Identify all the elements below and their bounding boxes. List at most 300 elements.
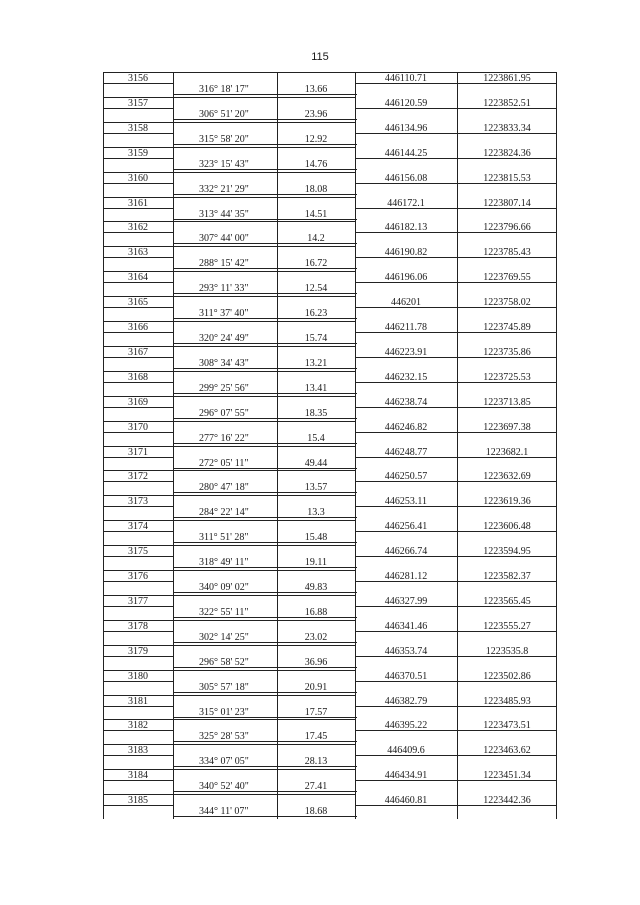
bearing-cell: 296° 07' 55" <box>199 407 249 419</box>
y-coordinate-cell: 1223535.8 <box>485 645 529 657</box>
table-row <box>103 595 557 617</box>
distance-cell: 49.44 <box>304 457 328 469</box>
distance-cell: 13.41 <box>304 382 328 394</box>
y-coordinate-cell: 1223582.37 <box>483 571 531 582</box>
bearing-cell: 340° 52' 40" <box>199 781 249 793</box>
table-row <box>103 246 557 268</box>
x-coordinate-cell: 446281.12 <box>384 571 428 582</box>
row-separator <box>103 83 173 84</box>
distance-cell: 19.11 <box>304 557 328 569</box>
row-separator <box>277 396 355 397</box>
row-separator <box>103 681 173 682</box>
table-row <box>103 645 557 667</box>
row-separator <box>173 692 357 693</box>
row-separator <box>355 158 557 159</box>
row-separator <box>103 794 173 795</box>
table-row <box>103 446 557 468</box>
row-separator <box>103 232 173 233</box>
row-separator <box>277 470 355 471</box>
x-coordinate-cell: 446223.91 <box>384 346 428 358</box>
x-coordinate-cell: 446460.81 <box>384 795 428 807</box>
row-separator <box>173 595 277 596</box>
table-row <box>103 744 557 766</box>
row-separator <box>173 418 357 419</box>
y-coordinate-cell: 1223473.51 <box>483 720 531 732</box>
table-row <box>103 172 557 194</box>
bearing-cell: 284° 22' 14" <box>199 507 249 519</box>
row-separator <box>103 257 173 258</box>
distance-cell: 17.45 <box>304 731 328 743</box>
table-row <box>103 396 557 418</box>
point-number-cell: 3169 <box>128 396 148 408</box>
row-separator <box>103 108 173 109</box>
row-separator <box>173 368 357 369</box>
row-separator <box>173 393 357 394</box>
row-separator <box>173 794 277 795</box>
row-separator <box>103 670 173 671</box>
y-coordinate-cell: 1223502.86 <box>483 670 531 682</box>
y-coordinate-cell: 1223861.95 <box>483 73 531 84</box>
row-separator <box>173 570 277 571</box>
y-coordinate-cell: 1223619.36 <box>483 496 531 508</box>
row-separator <box>277 595 355 596</box>
y-coordinate-cell: 1223769.55 <box>483 272 531 284</box>
point-number-cell: 3156 <box>128 73 148 84</box>
bearing-cell: 288° 15' 42" <box>199 258 249 270</box>
point-number-cell: 3170 <box>128 421 148 433</box>
point-number-cell: 3167 <box>128 346 148 358</box>
distance-cell: 49.83 <box>304 582 328 593</box>
row-separator <box>103 183 173 184</box>
row-separator <box>173 645 277 646</box>
table-row <box>103 794 557 816</box>
row-separator <box>277 296 355 297</box>
distance-cell: 13.57 <box>304 482 328 494</box>
row-separator <box>103 495 173 496</box>
y-coordinate-cell: 1223796.66 <box>483 222 531 234</box>
x-coordinate-cell: 446253.11 <box>384 496 428 508</box>
y-coordinate-cell: 1223555.27 <box>483 620 531 632</box>
distance-cell: 16.88 <box>304 606 328 618</box>
row-separator <box>103 506 173 507</box>
point-number-cell: 3174 <box>128 521 148 533</box>
row-separator <box>277 271 355 272</box>
row-separator <box>355 531 557 532</box>
row-separator <box>173 421 277 422</box>
row-separator <box>355 581 557 582</box>
row-separator <box>103 208 173 209</box>
point-number-cell: 3179 <box>128 645 148 657</box>
row-separator <box>103 755 173 756</box>
row-separator <box>277 719 355 720</box>
bearing-cell: 315° 01' 23" <box>199 706 249 718</box>
row-separator <box>355 631 557 632</box>
bearing-cell: 307° 44' 00" <box>199 233 249 245</box>
row-separator <box>173 144 357 145</box>
row-separator <box>103 282 173 283</box>
point-number-cell: 3175 <box>128 546 148 558</box>
bearing-cell: 344° 11' 07" <box>199 806 249 818</box>
point-number-cell: 3171 <box>128 446 148 458</box>
distance-cell: 18.08 <box>304 183 328 195</box>
row-separator <box>173 617 357 618</box>
row-separator <box>355 407 557 408</box>
row-separator <box>173 321 277 322</box>
row-separator <box>103 296 173 297</box>
y-coordinate-cell: 1223594.95 <box>483 546 531 558</box>
x-coordinate-cell: 446211.78 <box>384 322 428 333</box>
row-separator <box>355 780 557 781</box>
x-coordinate-cell: 446266.74 <box>384 546 428 558</box>
distance-cell: 15.4 <box>307 432 325 444</box>
row-separator <box>103 221 173 222</box>
y-coordinate-cell: 1223485.93 <box>483 695 531 707</box>
row-separator <box>103 382 173 383</box>
row-separator <box>103 432 173 433</box>
y-coordinate-cell: 1223713.85 <box>483 396 531 408</box>
row-separator <box>355 83 557 84</box>
row-separator <box>355 332 557 333</box>
row-separator <box>277 221 355 222</box>
y-coordinate-cell: 1223451.34 <box>483 770 531 782</box>
table-row <box>103 719 557 741</box>
row-separator <box>173 495 277 496</box>
row-separator <box>173 346 277 347</box>
row-separator <box>355 606 557 607</box>
point-number-cell: 3176 <box>128 571 148 582</box>
row-separator <box>355 481 557 482</box>
bearing-cell: 293° 11' 33" <box>199 283 249 295</box>
row-separator <box>355 681 557 682</box>
row-separator <box>173 172 277 173</box>
y-coordinate-cell: 1223606.48 <box>483 521 531 533</box>
y-coordinate-cell: 1223682.1 <box>485 446 529 458</box>
distance-cell: 16.23 <box>304 308 328 320</box>
x-coordinate-cell: 446110.71 <box>384 73 428 84</box>
row-separator <box>277 520 355 521</box>
bearing-cell: 316° 18' 17" <box>199 84 249 95</box>
page-number: 115 <box>311 51 329 63</box>
bearing-cell: 320° 24' 49" <box>199 333 249 344</box>
point-number-cell: 3172 <box>128 471 148 483</box>
x-coordinate-cell: 446382.79 <box>384 695 428 707</box>
row-separator <box>103 730 173 731</box>
row-separator <box>355 457 557 458</box>
table-row <box>103 271 557 293</box>
x-coordinate-cell: 446353.74 <box>384 645 428 657</box>
point-number-cell: 3159 <box>128 147 148 159</box>
point-number-cell: 3157 <box>128 97 148 109</box>
row-separator <box>173 642 357 643</box>
row-separator <box>103 805 173 806</box>
row-separator <box>173 545 277 546</box>
point-number-cell: 3158 <box>128 122 148 134</box>
bearing-cell: 302° 14' 25" <box>199 631 249 643</box>
table-row <box>103 346 557 368</box>
bearing-cell: 308° 34' 43" <box>199 357 249 369</box>
row-separator <box>277 72 355 73</box>
table-row <box>103 495 557 517</box>
row-separator <box>173 197 277 198</box>
row-separator <box>173 94 357 95</box>
point-number-cell: 3181 <box>128 695 148 707</box>
bearing-cell: 318° 49' 11" <box>199 557 249 569</box>
x-coordinate-cell: 446190.82 <box>384 247 428 259</box>
row-separator <box>103 695 173 696</box>
row-separator <box>103 606 173 607</box>
point-number-cell: 3163 <box>128 247 148 259</box>
bearing-cell: 306° 51' 20" <box>199 108 249 120</box>
distance-cell: 14.76 <box>304 158 328 170</box>
row-separator <box>277 645 355 646</box>
row-separator <box>173 769 277 770</box>
table-row <box>103 221 557 243</box>
distance-cell: 18.35 <box>304 407 328 419</box>
row-separator <box>355 805 557 806</box>
row-separator <box>277 197 355 198</box>
row-separator <box>103 147 173 148</box>
table-row <box>103 670 557 692</box>
row-separator <box>103 357 173 358</box>
bearing-cell: 280° 47' 18" <box>199 482 249 494</box>
row-separator <box>103 620 173 621</box>
row-separator <box>173 443 357 444</box>
row-separator <box>103 556 173 557</box>
y-coordinate-cell: 1223833.34 <box>483 122 531 134</box>
distance-cell: 16.72 <box>304 258 328 270</box>
row-separator <box>103 719 173 720</box>
row-separator <box>173 446 277 447</box>
row-separator <box>277 769 355 770</box>
x-coordinate-cell: 446172.1 <box>387 197 425 209</box>
row-separator <box>277 421 355 422</box>
row-separator <box>277 371 355 372</box>
point-number-cell: 3173 <box>128 496 148 508</box>
row-separator <box>173 670 277 671</box>
distance-cell: 14.2 <box>307 233 325 245</box>
bearing-cell: 272° 05' 11" <box>199 457 249 469</box>
table-row <box>103 122 557 144</box>
row-separator <box>277 321 355 322</box>
row-separator <box>103 122 173 123</box>
y-coordinate-cell: 1223697.38 <box>483 421 531 433</box>
row-separator <box>103 197 173 198</box>
table-row <box>103 545 557 567</box>
row-separator <box>173 520 277 521</box>
row-separator <box>173 147 277 148</box>
table-row <box>103 421 557 443</box>
row-separator <box>173 97 277 98</box>
point-number-cell: 3180 <box>128 670 148 682</box>
distance-cell: 12.92 <box>304 133 328 145</box>
x-coordinate-cell: 446232.15 <box>384 371 428 383</box>
row-separator <box>173 791 357 792</box>
row-separator <box>103 72 173 73</box>
row-separator <box>173 243 357 244</box>
row-separator <box>277 446 355 447</box>
row-separator <box>355 257 557 258</box>
row-separator <box>103 307 173 308</box>
row-separator <box>277 545 355 546</box>
row-separator <box>103 321 173 322</box>
point-number-cell: 3168 <box>128 371 148 383</box>
row-separator <box>355 282 557 283</box>
row-separator <box>277 346 355 347</box>
row-separator <box>277 246 355 247</box>
row-separator <box>173 343 357 344</box>
row-separator <box>277 744 355 745</box>
row-separator <box>173 194 357 195</box>
row-separator <box>103 158 173 159</box>
table-row <box>103 695 557 717</box>
x-coordinate-cell: 446201 <box>391 297 421 309</box>
y-coordinate-cell: 1223815.53 <box>483 172 531 184</box>
row-separator <box>277 570 355 571</box>
table-row <box>103 147 557 169</box>
row-separator <box>277 122 355 123</box>
x-coordinate-cell: 446246.82 <box>384 421 428 433</box>
point-number-cell: 3166 <box>128 322 148 333</box>
y-coordinate-cell: 1223463.62 <box>483 745 531 757</box>
table-row <box>103 570 557 592</box>
row-separator <box>173 717 357 718</box>
row-separator <box>277 97 355 98</box>
row-separator <box>173 470 277 471</box>
x-coordinate-cell: 446341.46 <box>384 620 428 632</box>
row-separator <box>103 470 173 471</box>
distance-cell: 15.48 <box>304 532 328 544</box>
row-separator <box>103 346 173 347</box>
row-separator <box>173 122 277 123</box>
row-separator <box>103 645 173 646</box>
x-coordinate-cell: 446370.51 <box>384 670 428 682</box>
row-separator <box>103 407 173 408</box>
row-separator <box>173 371 277 372</box>
x-coordinate-cell: 446238.74 <box>384 396 428 408</box>
y-coordinate-cell: 1223725.53 <box>483 371 531 383</box>
point-number-cell: 3164 <box>128 272 148 284</box>
y-coordinate-cell: 1223735.86 <box>483 346 531 358</box>
row-separator <box>355 208 557 209</box>
x-coordinate-cell: 446120.59 <box>384 97 428 109</box>
y-coordinate-cell: 1223442.36 <box>483 795 531 807</box>
x-coordinate-cell: 446434.91 <box>384 770 428 782</box>
table-row <box>103 296 557 318</box>
bearing-cell: 332° 21' 29" <box>199 183 249 195</box>
y-coordinate-cell: 1223807.14 <box>483 197 531 209</box>
row-separator <box>355 357 557 358</box>
distance-cell: 23.96 <box>304 108 328 120</box>
row-separator <box>103 446 173 447</box>
x-coordinate-cell: 446134.96 <box>384 122 428 134</box>
table-row <box>103 520 557 542</box>
table-row <box>103 769 557 791</box>
row-separator <box>173 744 277 745</box>
row-separator <box>355 706 557 707</box>
bearing-cell: 325° 28' 53" <box>199 731 249 743</box>
point-number-cell: 3184 <box>128 770 148 782</box>
x-coordinate-cell: 446256.41 <box>384 521 428 533</box>
distance-cell: 20.91 <box>304 681 328 693</box>
distance-cell: 14.51 <box>304 208 328 220</box>
bearing-cell: 305° 57' 18" <box>199 681 249 693</box>
distance-cell: 36.96 <box>304 656 328 668</box>
row-separator <box>355 755 557 756</box>
row-separator <box>103 271 173 272</box>
row-separator <box>173 492 357 493</box>
table-row <box>103 321 557 343</box>
row-separator <box>173 667 357 668</box>
row-separator <box>103 706 173 707</box>
row-separator <box>355 656 557 657</box>
row-separator <box>173 296 277 297</box>
x-coordinate-cell: 446395.22 <box>384 720 428 732</box>
row-separator <box>103 97 173 98</box>
row-separator <box>103 371 173 372</box>
distance-cell: 28.13 <box>304 756 328 768</box>
row-separator <box>277 794 355 795</box>
row-separator <box>103 769 173 770</box>
row-separator <box>173 396 277 397</box>
row-separator <box>103 481 173 482</box>
row-separator <box>355 506 557 507</box>
row-separator <box>173 567 357 568</box>
row-separator <box>173 219 357 220</box>
x-coordinate-cell: 446182.13 <box>384 222 428 234</box>
distance-cell: 17.57 <box>304 706 328 718</box>
row-separator <box>103 570 173 571</box>
table-row <box>103 72 557 94</box>
row-separator <box>355 382 557 383</box>
row-separator <box>355 556 557 557</box>
row-separator <box>173 268 357 269</box>
row-separator <box>103 246 173 247</box>
table-row <box>103 470 557 492</box>
bearing-cell: 334° 07' 05" <box>199 756 249 768</box>
row-separator <box>103 133 173 134</box>
row-separator <box>103 780 173 781</box>
row-separator <box>103 656 173 657</box>
row-separator <box>103 172 173 173</box>
row-separator <box>173 741 357 742</box>
row-separator <box>355 307 557 308</box>
y-coordinate-cell: 1223565.45 <box>483 595 531 607</box>
row-separator <box>355 108 557 109</box>
bearing-cell: 323° 15' 43" <box>199 158 249 170</box>
table-row <box>103 371 557 393</box>
point-number-cell: 3178 <box>128 620 148 632</box>
distance-cell: 27.41 <box>304 781 328 793</box>
distance-cell: 13.21 <box>304 357 328 369</box>
bearing-cell: 322° 55' 11" <box>199 606 249 618</box>
row-separator <box>355 432 557 433</box>
row-separator <box>173 246 277 247</box>
row-separator <box>173 695 277 696</box>
y-coordinate-cell: 1223758.02 <box>483 297 531 309</box>
row-separator <box>103 631 173 632</box>
row-separator <box>355 730 557 731</box>
row-separator <box>277 695 355 696</box>
bearing-cell: 299° 25' 56" <box>199 382 249 394</box>
distance-cell: 13.3 <box>307 507 325 519</box>
bearing-cell: 296° 58' 52" <box>199 656 249 668</box>
point-number-cell: 3162 <box>128 222 148 234</box>
y-coordinate-cell: 1223632.69 <box>483 471 531 483</box>
distance-cell: 15.74 <box>304 333 328 344</box>
bearing-cell: 340° 09' 02" <box>199 582 249 593</box>
point-number-cell: 3161 <box>128 197 148 209</box>
row-separator <box>103 595 173 596</box>
